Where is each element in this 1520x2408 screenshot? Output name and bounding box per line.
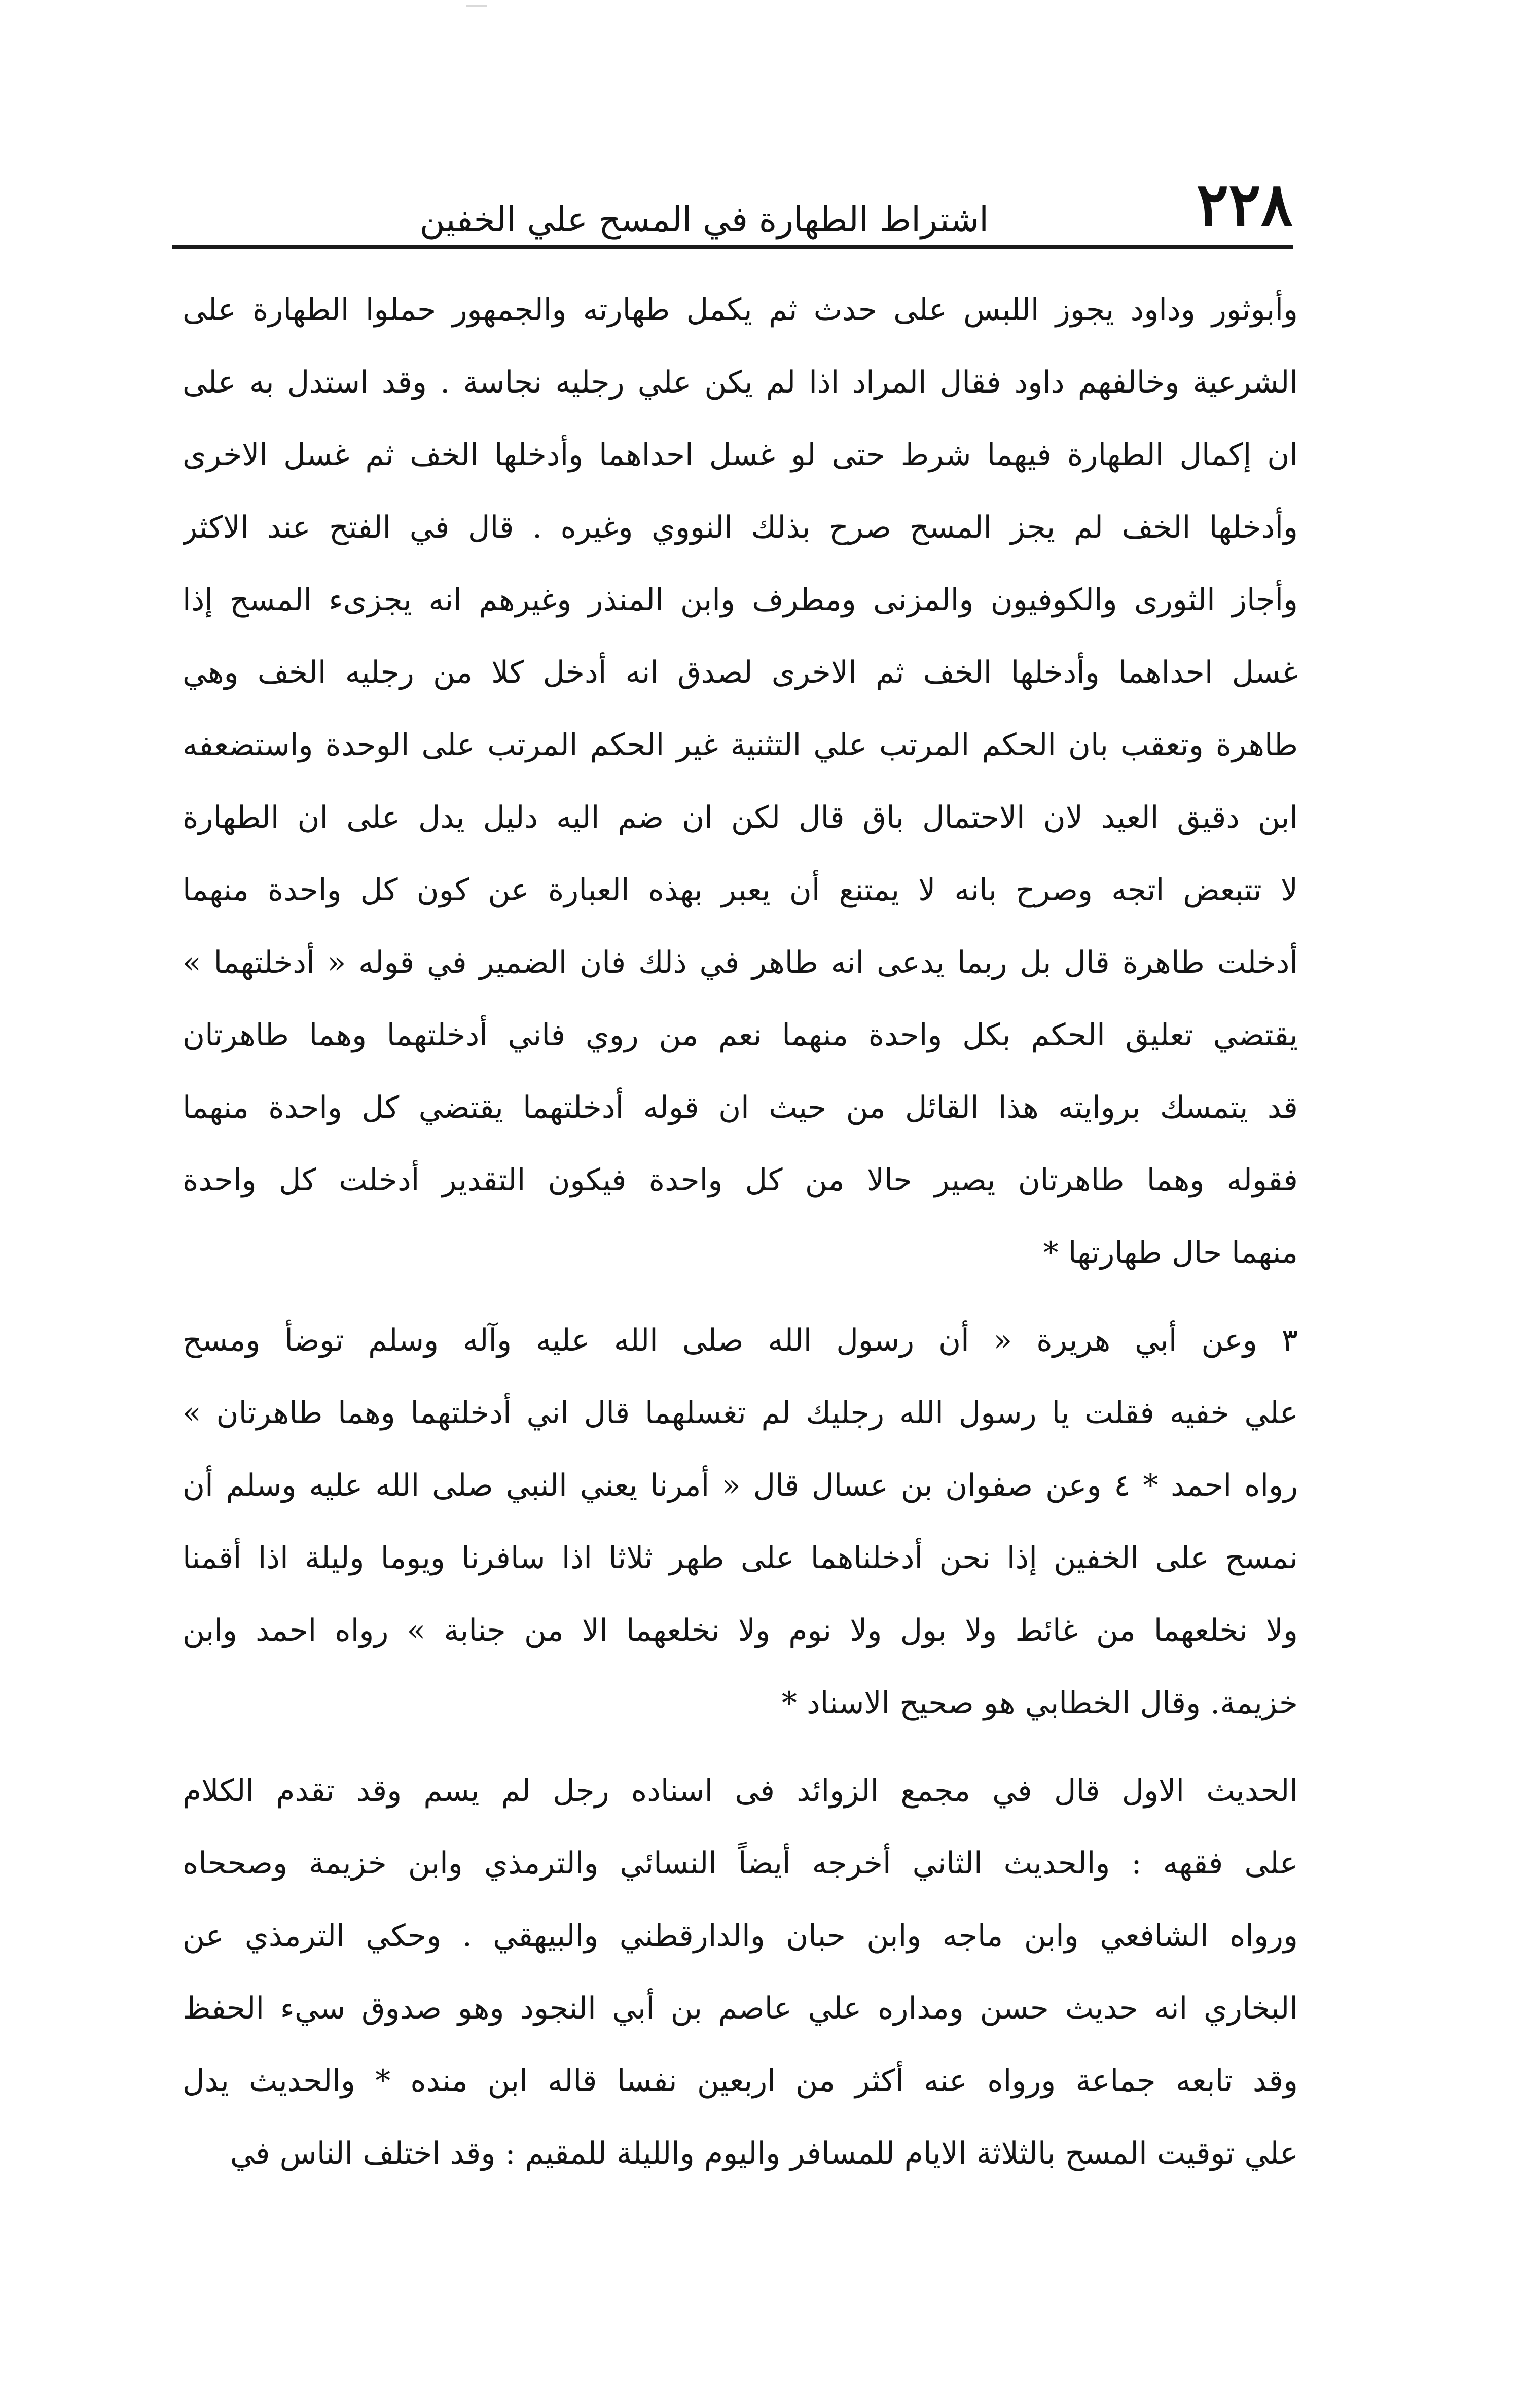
text-line: ورواه الشافعي وابن ماجه وابن حبان والدارقطني والبيهقي . وحكي الترمذي عن bbox=[183, 1918, 1298, 1954]
text-line: ٣ وعن أبي هريرة « أن رسول الله صلى الله عليه وآله وسلم توضأ ومسح bbox=[183, 1323, 1298, 1358]
text-line: وأبوثور وداود يجوز اللبس على حدث ثم يكمل طهارته والجمهور حملوا الطهارة على bbox=[183, 292, 1298, 328]
page-number: ٢٢٨ bbox=[1196, 169, 1293, 239]
text-line: قد يتمسك بروايته هذا القائل من حيث ان قوله أدخلتهما يقتضي كل واحدة منهما bbox=[183, 1090, 1298, 1125]
body-text bbox=[183, 274, 1298, 2190]
text-line: ابن دقيق العيد لان الاحتمال باق قال لكن ان ضم اليه دليل يدل على ان الطهارة bbox=[183, 800, 1298, 835]
scan-artifact bbox=[466, 0, 487, 7]
text-line: الشرعية وخالفهم داود فقال المراد اذا لم يكن علي رجليه نجاسة . وقد استدل به على bbox=[183, 365, 1298, 400]
page-header bbox=[172, 152, 1293, 249]
paragraph-gap bbox=[183, 1740, 1298, 1755]
paragraph-gap bbox=[183, 1289, 1298, 1304]
text-line: وقد تابعه جماعة ورواه عنه أكثر من اربعين نفسا قاله ابن منده * والحديث يدل bbox=[183, 2063, 1298, 2099]
text-line: على فقهه : والحديث الثاني أخرجه أيضاً النسائي والترمذي وابن خزيمة وصححاه bbox=[183, 1846, 1298, 1881]
running-title: اشتراط الطهارة في المسح علي الخفين bbox=[419, 200, 989, 240]
text-line: علي توقيت المسح بالثلاثة الايام للمسافر واليوم والليلة للمقيم : وقد اختلف الناس في bbox=[230, 2136, 1298, 2171]
text-line: ولا نخلعهما من غائط ولا بول ولا نوم ولا نخلعهما الا من جنابة » رواه احمد وابن bbox=[183, 1613, 1298, 1648]
text-line: الحديث الاول قال في مجمع الزوائد فى اسناده رجل لم يسم وقد تقدم الكلام bbox=[183, 1773, 1298, 1809]
header-rule bbox=[172, 245, 1293, 249]
text-line: ان إكمال الطهارة فيهما شرط حتى لو غسل احداهما وأدخلها الخف ثم غسل الاخرى bbox=[183, 437, 1298, 473]
text-line: يقتضي تعليق الحكم بكل واحدة منهما نعم من روي فاني أدخلتهما وهما طاهرتان bbox=[183, 1017, 1298, 1053]
text-line: البخاري انه حديث حسن ومداره علي عاصم بن أبي النجود وهو صدوق سيء الحفظ bbox=[183, 1991, 1298, 2026]
text-line: وأجاز الثورى والكوفيون والمزنى ومطرف وابن المنذر وغيرهم انه يجزىء المسح إذا bbox=[183, 582, 1298, 618]
text-line: غسل احداهما وأدخلها الخف ثم الاخرى لصدق انه أدخل كلا من رجليه الخف وهي bbox=[183, 655, 1298, 690]
text-line: فقوله وهما طاهرتان يصير حالا من كل واحدة فيكون التقدير أدخلت كل واحدة bbox=[183, 1162, 1298, 1198]
paragraph-commentary bbox=[183, 274, 1298, 1289]
text-line: وأدخلها الخف لم يجز المسح صرح بذلك النووي وغيره . قال في الفتح عند الاكثر bbox=[183, 510, 1298, 545]
paragraph-hadith bbox=[183, 1304, 1298, 1740]
text-line: رواه احمد * ٤ وعن صفوان بن عسال قال « أمرنا يعني النبي صلى الله عليه وسلم أن bbox=[183, 1468, 1298, 1503]
text-line: علي خفيه فقلت يا رسول الله رجليك لم تغسلهما قال اني أدخلتهما وهما طاهرتان » bbox=[183, 1395, 1298, 1431]
text-line: لا تتبعض اتجه وصرح بانه لا يمتنع أن يعبر بهذه العبارة عن كون كل واحدة منهما bbox=[183, 872, 1298, 908]
text-line: نمسح على الخفين إذا نحن أدخلناهما على طهر ثلاثا اذا سافرنا ويوما وليلة اذا أقمنا bbox=[183, 1540, 1298, 1576]
text-line: منهما حال طهارتها * bbox=[1043, 1235, 1298, 1270]
paragraph-discussion bbox=[183, 1755, 1298, 2190]
text-line: خزيمة. وقال الخطابي هو صحيح الاسناد * bbox=[781, 1685, 1298, 1721]
text-line: طاهرة وتعقب بان الحكم المرتب علي التثنية غير الحكم المرتب على الوحدة واستضعفه bbox=[183, 727, 1298, 763]
text-line: أدخلت طاهرة قال بل ربما يدعى انه طاهر في ذلك فان الضمير في قوله « أدخلتهما » bbox=[183, 945, 1298, 980]
